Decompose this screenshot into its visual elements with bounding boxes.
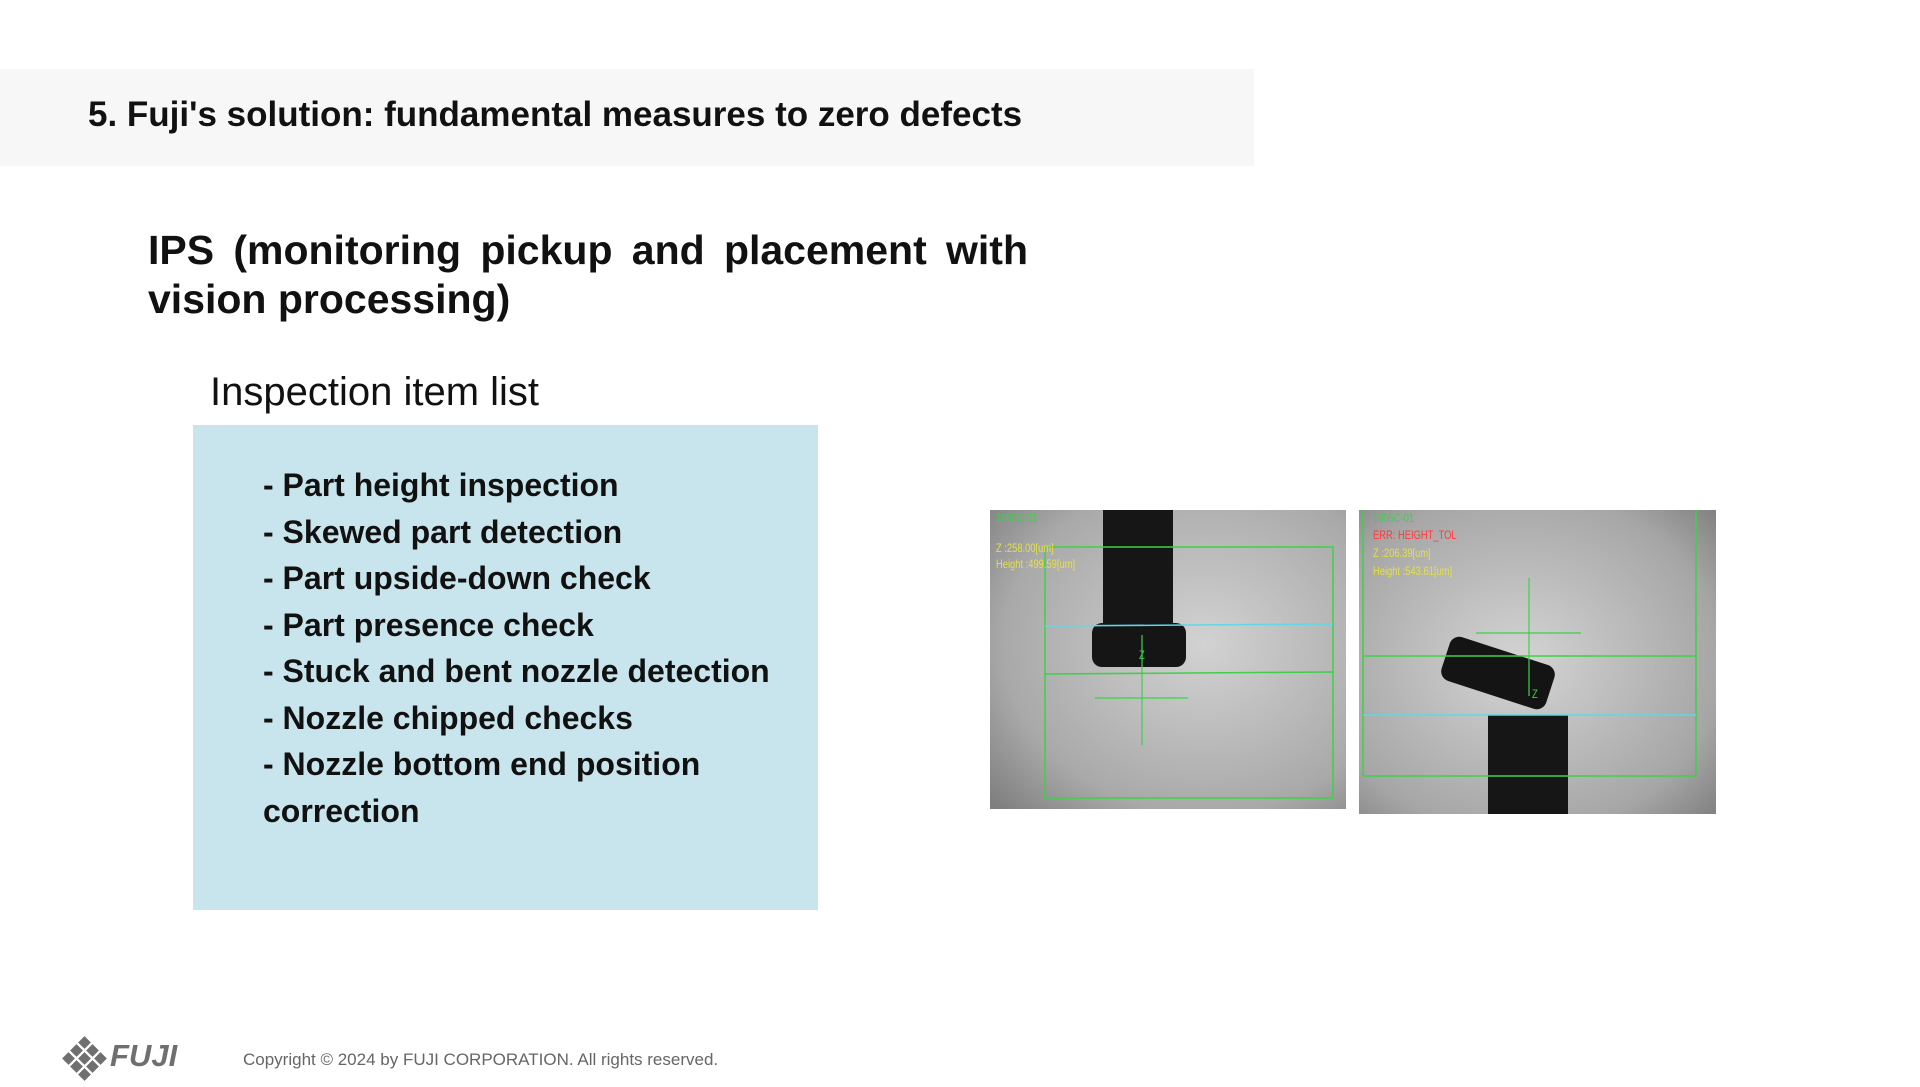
fuji-logo-icon [60, 1034, 230, 1082]
slide-title: 5. Fuji's solution: fundamental measures to zero defects [88, 95, 1023, 134]
list-item: - Part upside-down check [263, 560, 651, 596]
z-marker: Z [1139, 648, 1145, 662]
part-id-label: 1005C-01 [996, 511, 1038, 525]
fuji-logo-text: FUJI [110, 1038, 178, 1073]
fuji-logo [60, 1034, 230, 1087]
list-item: - Stuck and bent nozzle detection [263, 653, 770, 689]
part-id-label: 1005C-01 [1373, 511, 1415, 525]
height-value-label: Height :543.61[um] [1373, 564, 1453, 578]
error-label: ERR: HEIGHT_TOL [1373, 528, 1457, 542]
list-item: - Skewed part detection [263, 513, 623, 550]
list-item: - Part presence check [263, 606, 594, 643]
z-value-label: Z :206.39[um] [1373, 546, 1431, 560]
list-item: - Nozzle bottom end position correction [263, 746, 701, 829]
copyright-text: Copyright © 2024 by FUJI CORPORATION. All rights reserved. [243, 1050, 719, 1069]
list-item: - Part height inspection [263, 467, 619, 503]
z-value-label: Z :258.00[um] [996, 541, 1054, 555]
inspection-image-ok [990, 510, 1346, 809]
inspection-image-error [1359, 510, 1716, 814]
list-caption: Inspection item list [210, 370, 540, 414]
height-value-label: Height :499.59[um] [996, 557, 1076, 571]
list-item: - Nozzle chipped checks [263, 699, 633, 736]
inspection-item-list [263, 462, 803, 834]
z-marker: Z [1532, 687, 1538, 701]
section-heading: IPS (monitoring pickup and placement with vision processing) [148, 227, 1028, 322]
